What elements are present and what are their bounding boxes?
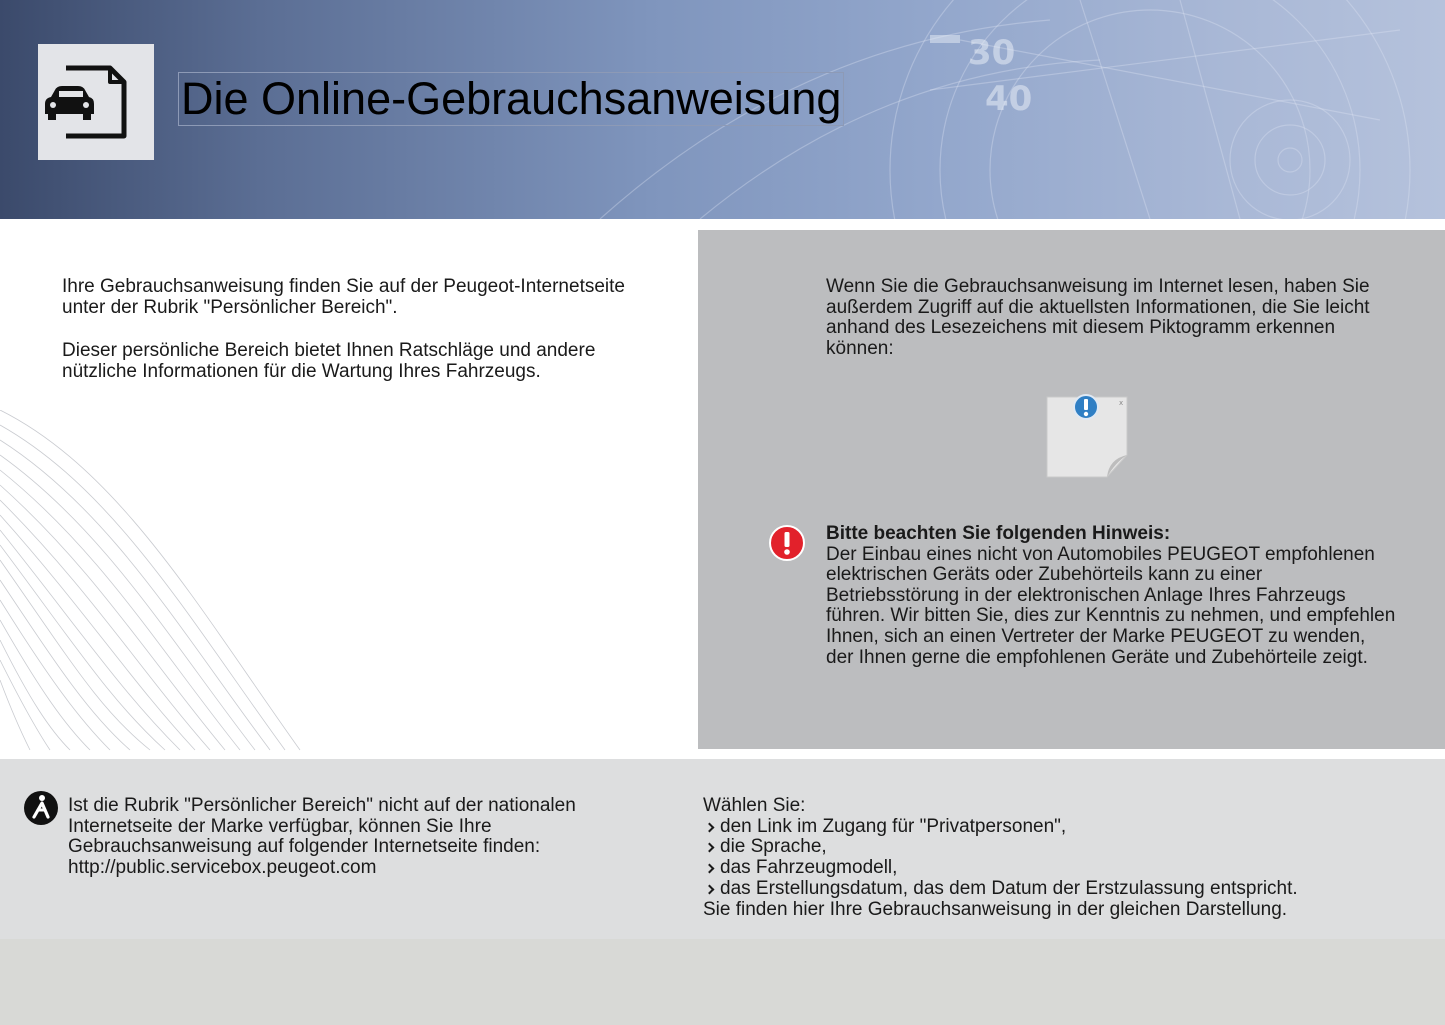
- warning-note: [826, 524, 1396, 668]
- svg-text:x: x: [1119, 399, 1124, 407]
- page-footer-area: [0, 939, 1445, 1025]
- list-item: die Sprache,: [703, 837, 1423, 858]
- info-bookmark-icon: [1045, 393, 1131, 479]
- page-title: Die Online-Gebrauchsanweisung: [178, 72, 844, 126]
- intro-text: [62, 277, 662, 405]
- exclamation-icon: [769, 525, 805, 561]
- steps-intro: Wählen Sie:: [703, 795, 806, 816]
- fallback-description: Ist die Rubrik "Persönlicher Bereich" nicht auf der nationalen Internetseite der Marke verfügbar, können Sie Ihre Gebrauchsanweisung auf folgender Internetseite finden:: [68, 795, 576, 858]
- steps-closing: Sie finden hier Ihre Gebrauchsanweisung in der gleichen Darstellung.: [703, 898, 1288, 920]
- intro-paragraph-2: Dieser persönliche Bereich bietet Ihnen Ratschläge und andere nützliche Informationen für die Wartung Ihres Fahrzeugs.: [62, 340, 596, 382]
- online-info-text: Wenn Sie die Gebrauchsanweisung im Internet lesen, haben Sie außerdem Zugriff auf die aktuellsten Informationen, die Sie leicht anhand des Lesezeichens mit diesem Piktogramm erkennen können:: [826, 276, 1370, 359]
- list-item: das Fahrzeugmodell,: [703, 858, 1423, 879]
- fallback-website-text: [68, 796, 648, 878]
- servicebox-url[interactable]: http://public.servicebox.peugeot.com: [68, 856, 377, 878]
- warning-title: Bitte beachten Sie folgenden Hinweis:: [826, 523, 1171, 544]
- info-icon: [23, 790, 59, 826]
- svg-text:40: 40: [985, 79, 1033, 119]
- document-icon-box: [38, 44, 154, 160]
- svg-text:30: 30: [968, 33, 1016, 73]
- warning-text: Der Einbau eines nicht von Automobiles PEUGEOT empfohlenen elektrischen Geräts oder Zubehörteils kann zu einer Betriebsstörung in der elektronischen Anlage Ihres Fahrzeugs führen. Wir bitten Sie, dies zur Kenntnis zu nehmen, und empfehlen Ihnen, sich an einen Vertreter der Marke PEUGEOT zu wenden, der Ihnen gerne die empfohlenen Geräte und Zubehörteile zeigt.: [826, 543, 1396, 668]
- list-item: den Link im Zugang für "Privatpersonen",: [703, 817, 1423, 838]
- selection-steps: [703, 796, 1423, 920]
- car-document-icon: [38, 44, 154, 160]
- header-banner: [0, 0, 1445, 219]
- list-item: das Erstellungsdatum, das dem Datum der Erstzulassung entspricht.: [703, 879, 1423, 900]
- wave-lines-decoration: [0, 410, 320, 755]
- steps-list: [703, 817, 1423, 900]
- intro-paragraph-1: Ihre Gebrauchsanweisung finden Sie auf der Peugeot-Internetseite unter der Rubrik "Persönlicher Bereich".: [62, 276, 625, 318]
